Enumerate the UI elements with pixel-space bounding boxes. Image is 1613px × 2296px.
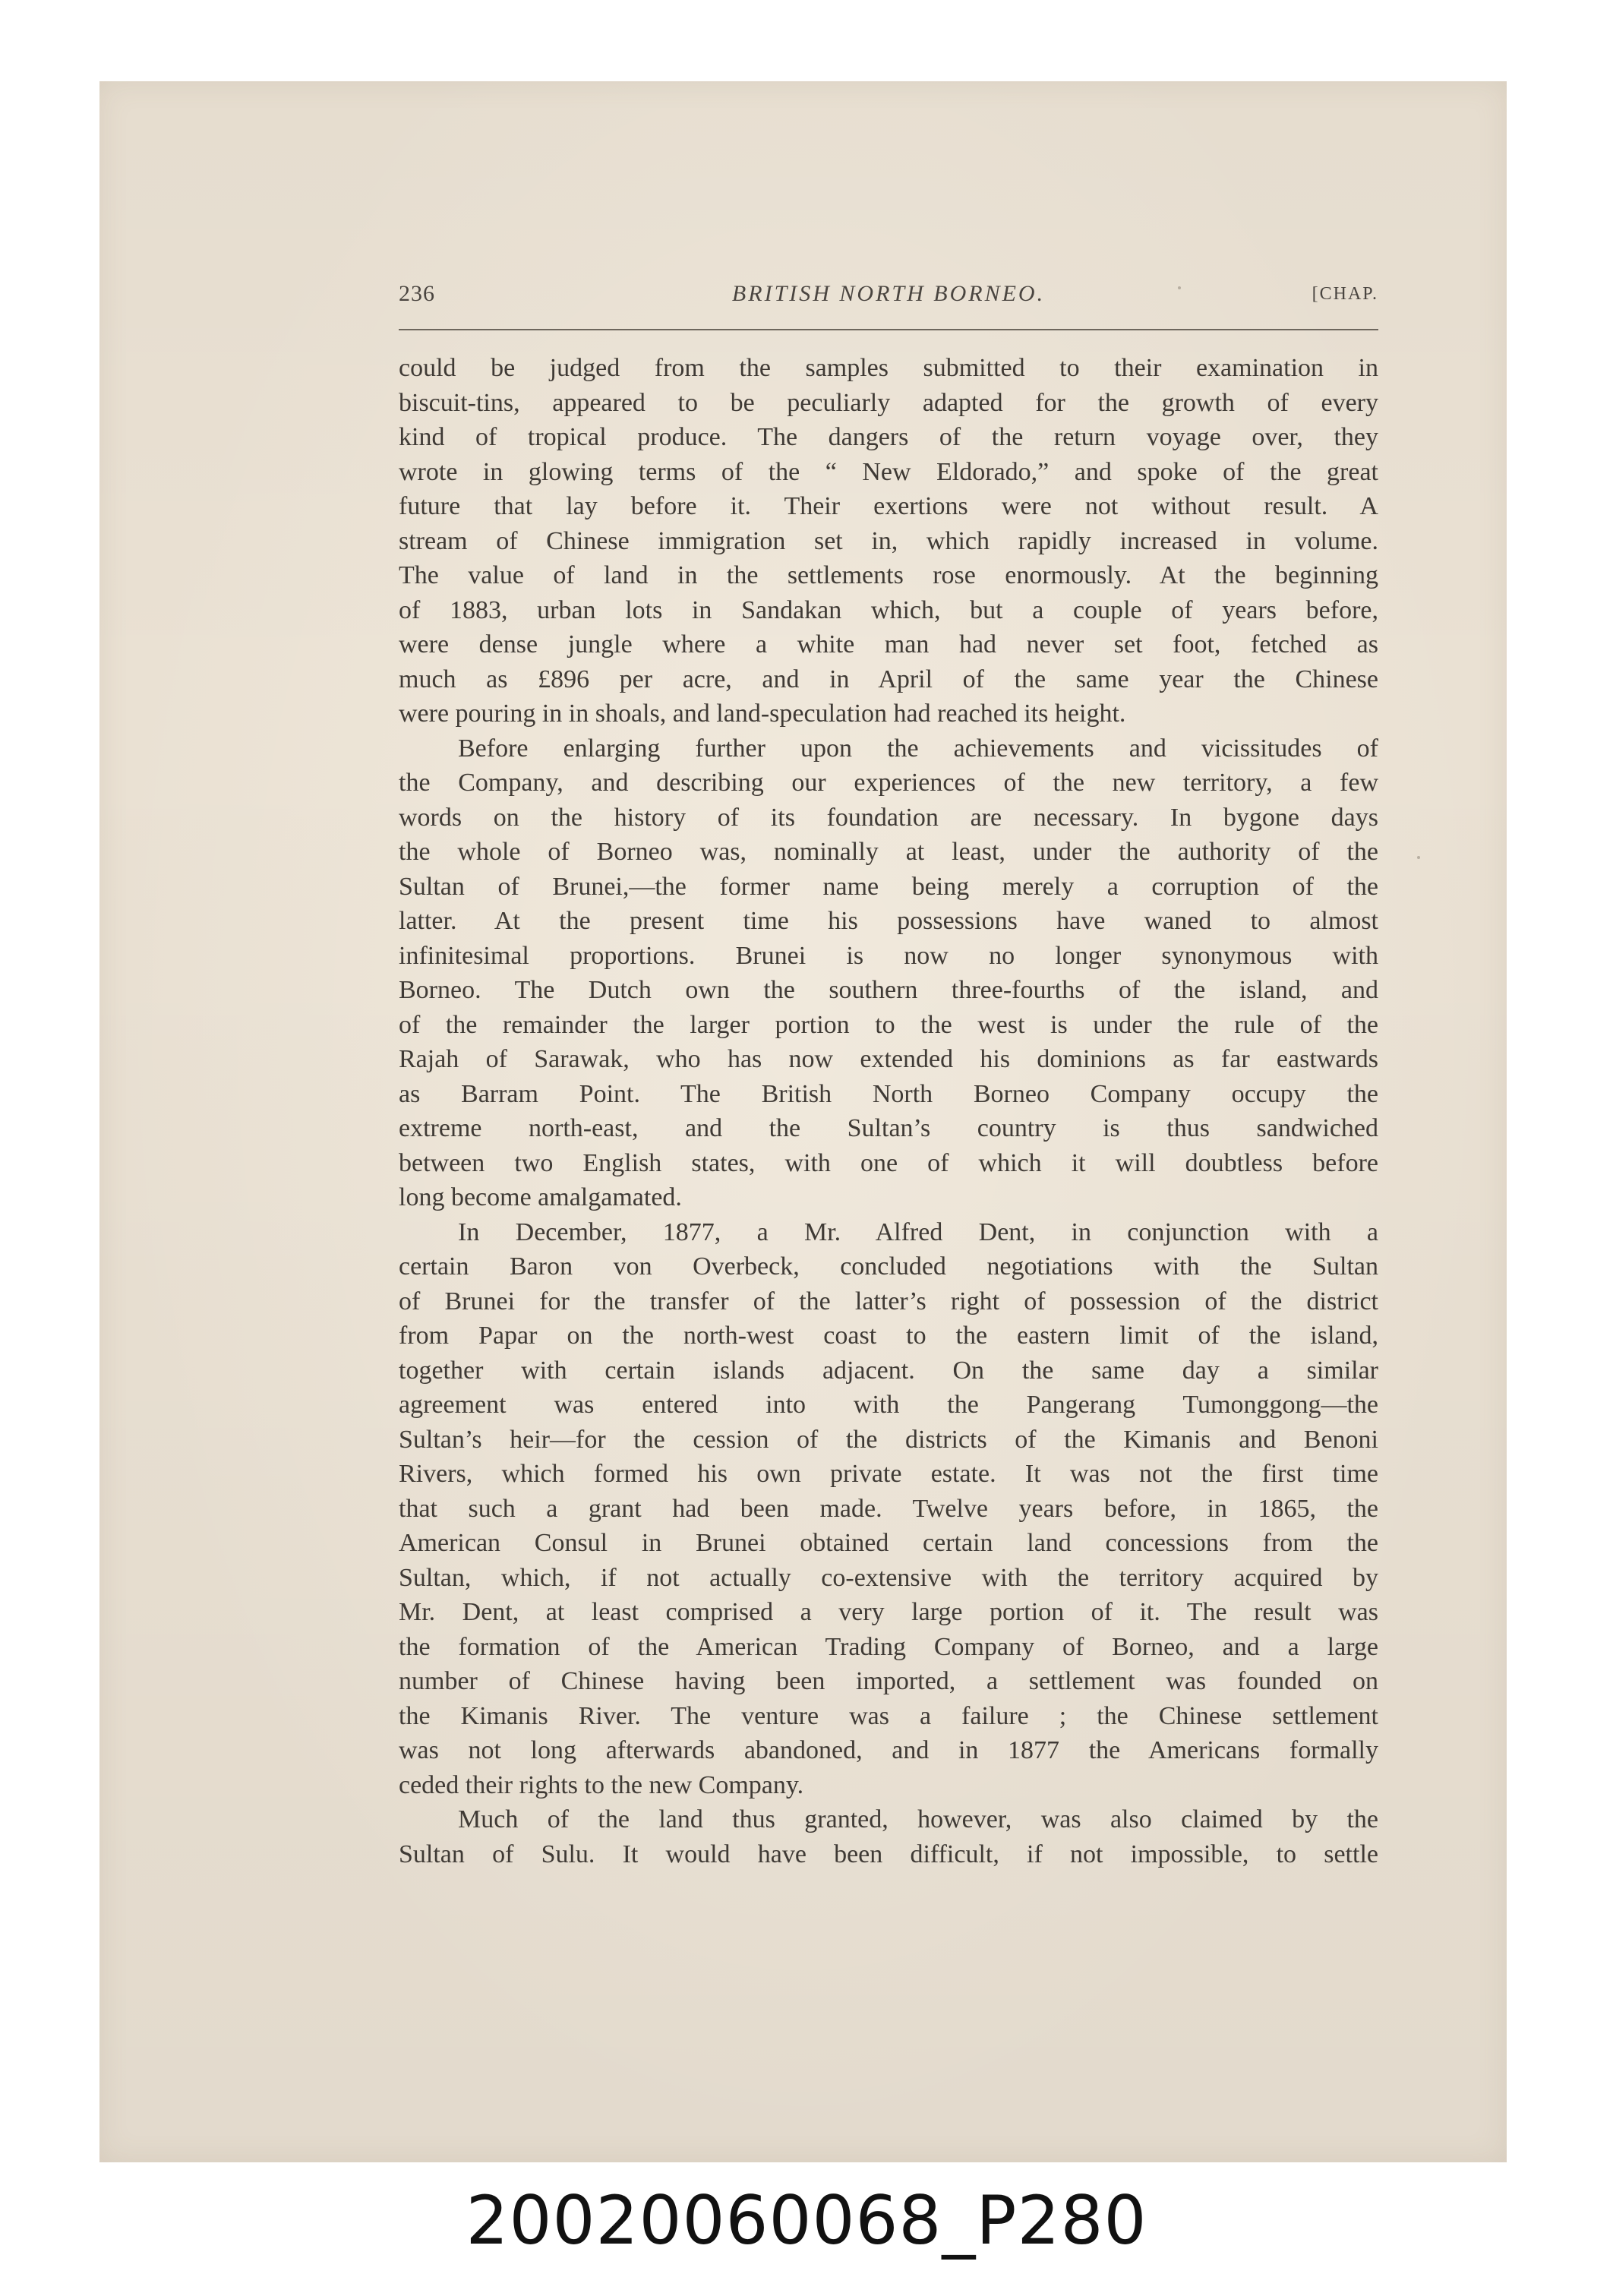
text-line: were dense jungle where a white man had never set foot, fetched as [399,630,1378,658]
text-line: the Kimanis River. The venture was a failure ; the Chinese settlement [399,1701,1378,1730]
text-line: infinitesimal proportions. Brunei is now no longer synonymous with [399,941,1378,970]
archive-identifier: 20020060068_P280 [466,2181,1147,2260]
text-line: much as £896 per acre, and in April of the same year the Chinese [399,665,1378,693]
text-line: Rajah of Sarawak, who has now extended his dominions as far eastwards [399,1045,1378,1073]
text-line: Sultan, which, if not actually co-extensive with the territory acquired by [399,1563,1378,1592]
text-line: latter. At the present time his possessions have waned to almost [399,907,1378,935]
text-line: words on the history of its foundation are necessary. In bygone days [399,803,1378,832]
text-line: future that lay before it. Their exertions were not without result. A [399,492,1378,520]
paragraph-first-line: In December, 1877, a Mr. Alfred Dent, in conjunction with a [458,1217,1378,1246]
body-text [399,351,1378,1871]
paragraph-first-line: Much of the land thus granted, however, was also claimed by the [458,1805,1378,1833]
running-title: BRITISH NORTH BORNEO. [731,281,1046,306]
header-rule [399,329,1378,330]
text-line: Sultan of Brunei,—the former name being merely a corruption of the [399,872,1378,901]
paper-speck [1417,856,1420,859]
text-line: certain Baron von Overbeck, concluded negotiations with the Sultan [399,1252,1378,1281]
text-line: agreement was entered into with the Pangerang Tumonggong—the [399,1391,1378,1419]
text-line: the whole of Borneo was, nominally at least, under the authority of the [399,838,1378,866]
text-line: of the remainder the larger portion to the west is under the rule of the [399,1010,1378,1039]
text-line: of 1883, urban lots in Sandakan which, but a couple of years before, [399,595,1378,624]
text-line: that such a grant had been made. Twelve years before, in 1865, the [399,1494,1378,1523]
text-line: number of Chinese having been imported, a settlement was founded on [399,1667,1378,1695]
text-line: long become amalgamated. [399,1183,682,1211]
text-line: the Company, and describing our experiences of the new territory, a few [399,769,1378,797]
text-line: Rivers, which formed his own private estate. It was not the first time [399,1460,1378,1488]
text-line: wrote in glowing terms of the “ New Eldorado,” and spoke of the great [399,457,1378,486]
text-line: the formation of the American Trading Company of Borneo, and a large [399,1632,1378,1661]
text-line: biscuit-tins, appeared to be peculiarly adapted for the growth of every [399,388,1378,417]
text-line: kind of tropical produce. The dangers of the return voyage over, they [399,423,1378,451]
text-line: Sultan of Sulu. It would have been difficult, if not impossible, to settle [399,1840,1378,1868]
running-head [399,278,1378,311]
text-line: as Barram Point. The British North Borneo Company occupy the [399,1079,1378,1108]
text-line: stream of Chinese immigration set in, which rapidly increased in volume. [399,526,1378,555]
text-line: were pouring in in shoals, and land-speculation had reached its height. [399,700,1126,728]
text-line: was not long afterwards abandoned, and in 1877 the Americans formally [399,1736,1378,1764]
page-number: 236 [399,281,435,306]
text-line: Mr. Dent, at least comprised a very large portion of it. The result was [399,1598,1378,1626]
text-line: Sultan’s heir—for the cession of the districts of the Kimanis and Benoni [399,1425,1378,1454]
chapter-label: [CHAP. [1312,284,1378,304]
text-line: from Papar on the north-west coast to the eastern limit of the island, [399,1322,1378,1350]
paragraph-first-line: Before enlarging further upon the achievements and vicissitudes of [458,734,1378,763]
text-line: together with certain islands adjacent. On the same day a similar [399,1356,1378,1385]
text-line: between two English states, with one of which it will doubtless before [399,1148,1378,1177]
text-line: could be judged from the samples submitted to their examination in [399,354,1378,382]
text-line: American Consul in Brunei obtained certain land concessions from the [399,1529,1378,1557]
text-line: Borneo. The Dutch own the southern three-fourths of the island, and [399,976,1378,1004]
text-line: of Brunei for the transfer of the latter’s right of possession of the district [399,1287,1378,1315]
text-line: extreme north-east, and the Sultan’s country is thus sandwiched [399,1114,1378,1142]
text-line: The value of land in the settlements rose enormously. At the beginning [399,561,1378,589]
text-line: ceded their rights to the new Company. [399,1770,804,1799]
